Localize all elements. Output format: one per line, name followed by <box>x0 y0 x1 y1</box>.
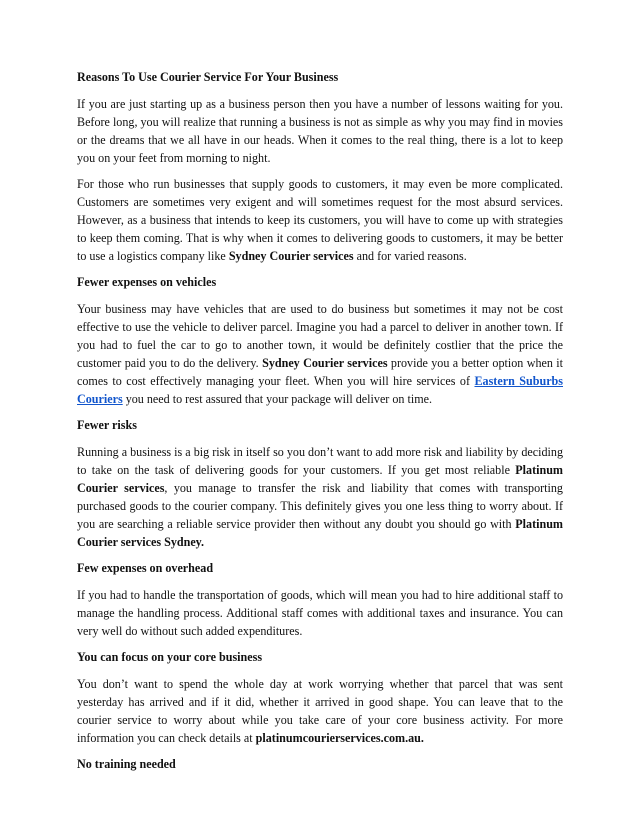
intro-paragraph-2 <box>77 175 563 265</box>
core-text-a: You don’t want to spend the whole day at work worrying whether that parcel that was sent yesterday has arrived and if it did, whether it arrived in good shape. You can leave that to the courier service to worry about while you take care of your core business activity. For more information you can check details at <box>77 677 563 745</box>
section-paragraph-vehicles <box>77 300 563 408</box>
section-heading-vehicles: Fewer expenses on vehicles <box>77 275 217 289</box>
document-page <box>77 68 563 782</box>
section-paragraph-risks <box>77 443 563 551</box>
vehicles-text-d: you need to rest assured that your package will deliver on time. <box>122 392 432 406</box>
risks-bold-service-sydney: Platinum Courier services Sydney. <box>77 517 563 549</box>
vehicles-text-c: provide you a better option when it comes to cost effectively managing your fleet. When you will hire services of <box>77 356 564 388</box>
vehicles-bold-service: Sydney Courier services <box>262 356 388 370</box>
intro-p2-text-c: and for varied reasons. <box>353 249 467 263</box>
intro-p2-text-a: For those who run businesses that supply goods to customers, it may even be more complicated. Customers are sometimes very exigent and will sometimes request for the most absurd services. However, as a business that intends to keep its customers, you will have to come up with strategies to keep them coming. That is why when it comes to delivering goods to customers, it may be better to use a logistics company like <box>77 177 563 263</box>
section-heading-training: No training needed <box>77 757 176 771</box>
eastern-suburbs-couriers-link[interactable]: Eastern Suburbs Couriers <box>77 374 563 406</box>
document-title: Reasons To Use Courier Service For Your Business <box>77 70 339 84</box>
section-paragraph-overhead: If you had to handle the transportation of goods, which will mean you had to hire additional staff to manage the handling process. Additional staff comes with additional taxes and insurance. You can very well do without such added expenditures. <box>77 588 563 638</box>
intro-paragraph-1: If you are just starting up as a business person then you have a number of lessons waiting for you. Before long, you will realize that running a business is not as simple as why you may find in movies or the dreams that we all have in our heads. When it comes to the real thing, there is a lot to keep you on your feet from morning to night. <box>77 97 563 165</box>
section-heading-core-business: You can focus on your core business <box>77 650 263 664</box>
risks-bold-service: Platinum Courier services <box>77 463 563 495</box>
section-heading-risks: Fewer risks <box>77 418 137 432</box>
section-heading-overhead: Few expenses on overhead <box>77 561 214 575</box>
section-paragraph-core-business <box>77 675 563 747</box>
vehicles-text-a: Your business may have vehicles that are used to do business but sometimes it may not be cost effective to use the vehicle to deliver parcel. Imagine you had a parcel to deliver in another town. If you had to fuel the car to go to another town, it would be definitely costlier that the price the customer paid you to do the delivery. <box>77 302 563 370</box>
core-bold-website: platinumcourierservices.com.au. <box>255 731 424 745</box>
intro-p2-bold-service: Sydney Courier services <box>228 249 354 263</box>
risks-text-c: , you manage to transfer the risk and liability that comes with transporting purchased goods to the courier company. This definitely gives you one less thing to worry about. If you are searching a reliable service provider then without any doubt you should go with <box>77 481 563 531</box>
risks-text-a: Running a business is a big risk in itself so you don’t want to add more risk and liability by deciding to take on the task of delivering goods for your customers. If you get most reliable <box>77 445 563 477</box>
